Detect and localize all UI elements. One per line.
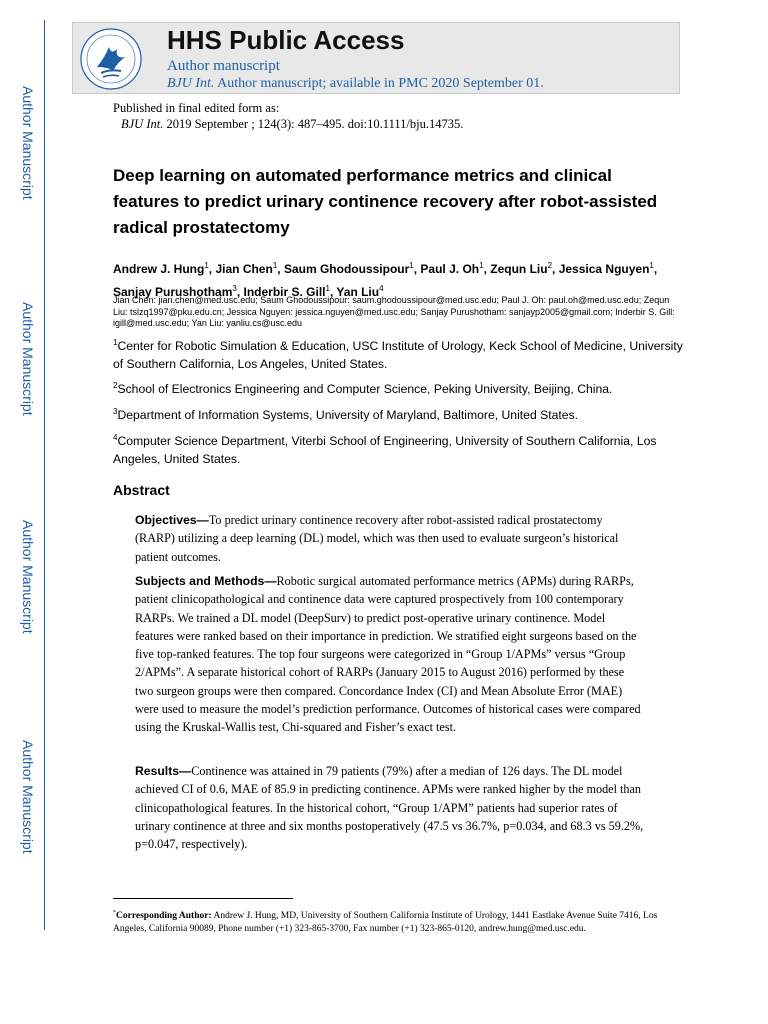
published-label: Published in final edited form as: — [113, 101, 280, 115]
author-affiliation: 1 — [409, 261, 414, 270]
author-emails: Jian Chen: jian.chen@med.usc.edu; Saum Ghodoussipour: saum.ghodoussipour@med.usc.edu; Paul J. Oh: paul.oh@med.usc.edu; Zequn Liu: tslzq1997@pku.edu.cn; Jessica Nguyen: jessica.nguyen@med.usc.edu; Sanjay Purushotham: sanjayp2005@gmail.com; Inderbir S. Gill: igill@med.usc.edu; Yan Liu: yanliu.cs@usc.edu — [113, 295, 675, 328]
citation-text: 2019 September ; 124(3): 487–495. doi:10.1111/bju.14735. — [163, 117, 464, 131]
author-name: Sanjay Purushotham — [113, 285, 233, 299]
affiliation-number: 1 — [113, 338, 118, 347]
hhs-banner — [72, 22, 680, 94]
affiliation — [113, 334, 683, 373]
corresponding-author-footnote — [113, 907, 673, 935]
author-name: Paul J. Oh — [420, 262, 480, 276]
author-manuscript-label: Author Manuscript — [20, 86, 36, 200]
results-label: Results— — [135, 764, 192, 778]
results-text: Continence was attained in 79 patients (79%) after a median of 126 days. The DL model achieved CI of 0.6, MAE of 85.9 in predicting continence. APMs were ranked higher by the model than clinicopathological features. In the historical cohort, “Group 1/APM” patients had superior rates of urinary continence at three and six months postoperatively (47.5 vs 36.7%, p=0.034, and 68.3 vs 59.2%, p=0.047, respectively). — [135, 764, 644, 852]
author-manuscript-label: Author Manuscript — [20, 302, 36, 416]
affiliation-number: 4 — [113, 433, 118, 442]
affiliation — [113, 377, 683, 398]
objectives-text: To predict urinary continence recovery after robot-assisted radical prostatectomy (RARP) utilizing a deep learning (DL) model, which was then used to evaluate surgeon’s historical patient outcomes. — [135, 513, 619, 564]
author-name: Inderbir S. Gill — [243, 285, 326, 299]
author-name: Zequn Liu — [490, 262, 548, 276]
author-affiliation: 1 — [649, 261, 654, 270]
banner-availability-text: Author manuscript; available in PMC 2020 September 01. — [214, 76, 544, 91]
footnote-text: Andrew J. Hung, MD, University of Southern California Institute of Urology, 1441 Eastlake Avenue Suite 7416, Los Angeles, California 90089, Phone number (+1) 323-865-3700, Fax number (+1) 323-865-0120, andrew.hung@med.usc.edu. — [113, 911, 658, 934]
author-list: Andrew J. Hung$^1$, Jian Chen$^1$, Saum Ghodoussipour$^1$, Paul J. Oh$^1$, Zequn Liu$^2$, Jessica Nguyen$^1$, Sanjay Purushotham$^3$, Inderbir S. Gill$^1$, Yan Liu$^4$ — [113, 261, 658, 299]
author-name: Jessica Nguyen — [558, 262, 650, 276]
abstract-objectives — [135, 511, 645, 566]
abstract-heading: Abstract — [113, 482, 170, 498]
banner-journal: BJU Int. — [167, 76, 215, 91]
hhs-eagle-logo-icon — [79, 27, 143, 91]
affiliation-text: School of Electronics Engineering and Computer Science, Peking University, Beijing, China. — [117, 382, 613, 397]
affiliation — [113, 429, 683, 468]
affiliation-text: Center for Robotic Simulation & Education, USC Institute of Urology, Keck School of Medicine, University of Southern California, Los Angeles, United States. — [113, 339, 683, 372]
banner-availability — [167, 76, 544, 92]
author-affiliation: 3 — [232, 284, 237, 293]
banner-subtitle: Author manuscript — [167, 58, 280, 74]
abstract-methods — [135, 572, 645, 737]
margin-rule — [44, 20, 45, 930]
author-name: Andrew J. Hung — [113, 262, 205, 276]
footnote-label: Corresponding Author: — [116, 911, 212, 922]
author-name: Jian Chen — [215, 262, 273, 276]
affiliation — [113, 403, 683, 424]
author-affiliation: 2 — [547, 261, 553, 270]
article-title: Deep learning on automated performance metrics and clinical features to predict urinary continence recovery after robot-assisted radical prostatectomy — [113, 166, 658, 237]
author-affiliation: 4 — [379, 284, 384, 293]
citation-journal: BJU Int. — [121, 117, 164, 131]
author-affiliation: 1 — [325, 284, 330, 293]
methods-text: Robotic surgical automated performance metrics (APMs) during RARPs, patient clinicopathological and continence data were captured prospectively from 100 contemporary RARPs. We trained a DL model (DeepSurv) to predict post-operative urinary continence. Model features were ranked based on their importance in prediction. We stratified eight surgeons based on the five top-ranked features. The top four surgeons were categorized in “Group 1/APMs” versus “Group 2/APMs”. A separate historical cohort of RARPs (January 2015 to August 2016) performed by these two surgeon groups were then compared. Concordance Index (CI) and Mean Absolute Error (MAE) were used to measure the model’s prediction performance. Outcomes of historical cases were compared using the Kruskal-Wallis test, Chi-squared and Fisher’s exact test. — [135, 574, 641, 735]
abstract-results — [135, 762, 645, 853]
banner-title: HHS Public Access — [167, 25, 405, 55]
affiliation-text: Computer Science Department, Viterbi School of Engineering, University of Southern California, Los Angeles, United States. — [113, 434, 657, 467]
author-manuscript-label: Author Manuscript — [20, 740, 36, 854]
publication-info — [113, 100, 463, 132]
objectives-label: Objectives— — [135, 513, 209, 527]
author-affiliation: 1 — [479, 261, 484, 270]
author-affiliation: 1 — [204, 261, 209, 270]
citation — [113, 116, 463, 132]
author-name: Saum Ghodoussipour — [283, 262, 410, 276]
affiliation-text: Department of Information Systems, University of Maryland, Baltimore, United States. — [117, 408, 579, 423]
affiliation-number: 3 — [113, 407, 118, 416]
affiliation-number: 2 — [113, 381, 118, 390]
side-margin — [0, 0, 46, 930]
author-affiliation: 1 — [272, 261, 278, 270]
methods-label: Subjects and Methods— — [135, 574, 277, 588]
author-name: Yan Liu — [336, 285, 380, 299]
footnote-marker: * — [113, 910, 116, 916]
author-manuscript-label: Author Manuscript — [20, 520, 36, 634]
footnote-rule — [113, 898, 293, 899]
